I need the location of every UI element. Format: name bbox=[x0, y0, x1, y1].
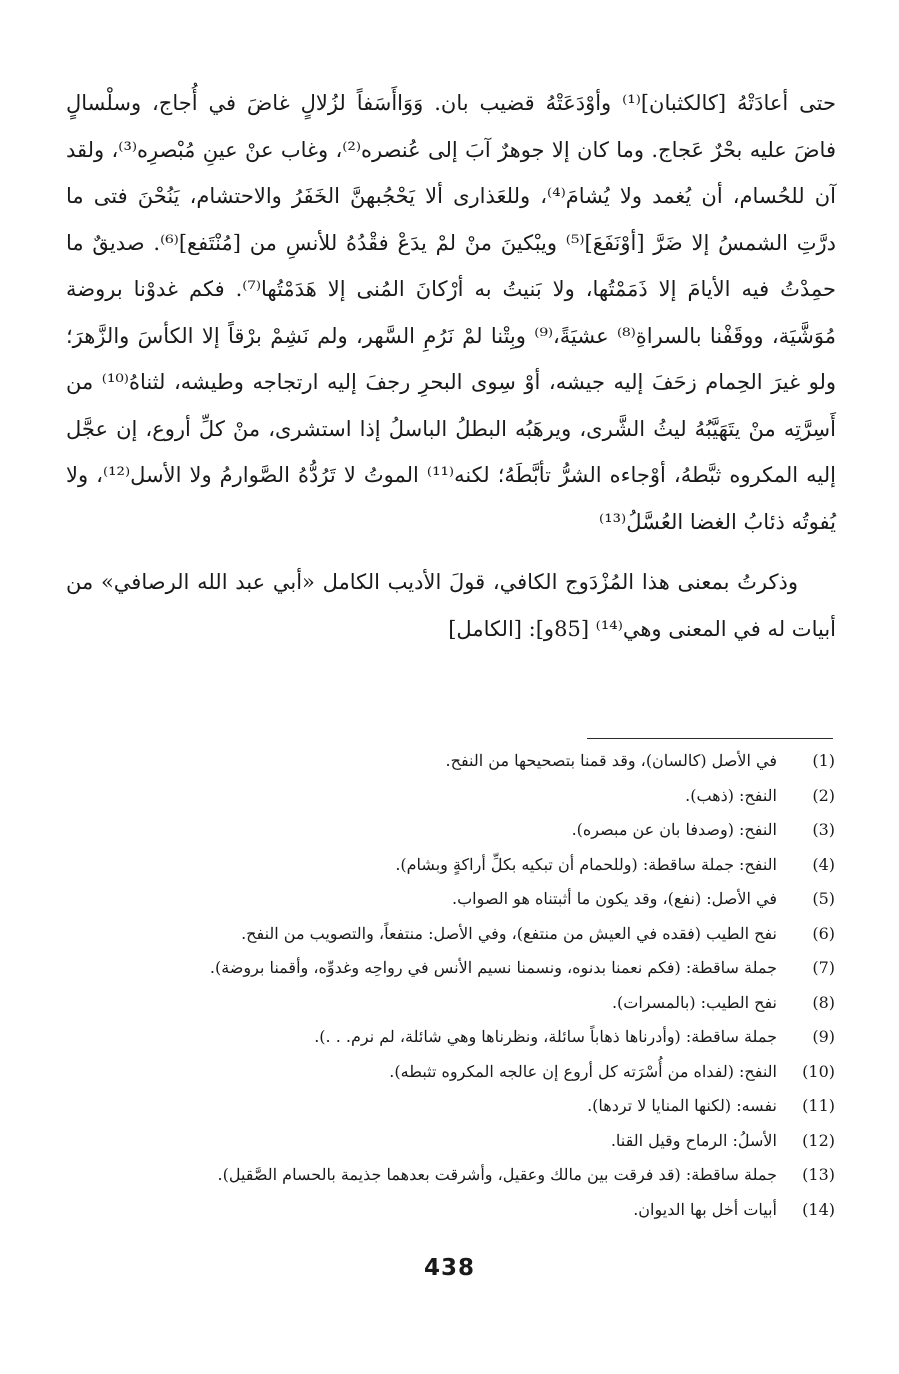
footnote-text: جملة ساقطة: (فكم نعمنا بدنوه، ونسمنا نسيم الأنس في رواحِه وغدوِّه، وأقمنا بروضة). bbox=[209, 958, 777, 977]
footnote-text: أبيات أخل بها الديوان. bbox=[633, 1199, 777, 1219]
footnote-text: النفح: (ذهب). bbox=[685, 785, 777, 805]
footnote bbox=[100, 917, 835, 952]
paragraph: وذكرتُ بمعنى هذا المُزْدَوج الكافي، قولَ الأديب الكامل «أبي عبد الله الرصافي» من أبيات له في المعنى وهي⁽¹⁴⁾ [85و]: [الكامل] bbox=[66, 570, 836, 641]
footnote bbox=[100, 848, 835, 883]
footnote-number: (2) bbox=[812, 785, 835, 805]
footnote-number: (10) bbox=[802, 1061, 835, 1081]
footnote-number: (14) bbox=[802, 1199, 835, 1219]
footnote bbox=[100, 1055, 835, 1090]
footnote-number: (9) bbox=[812, 1027, 835, 1046]
main-text bbox=[66, 80, 836, 652]
footnote-text: نفح الطيب: (بالمسرات). bbox=[611, 992, 777, 1012]
footnote bbox=[100, 986, 835, 1021]
footnotes-list bbox=[100, 744, 835, 1227]
footnote-text: النفح: (لفداه من أُسْرَته كل أروع إن عالجه المكروه تثبطه). bbox=[389, 1061, 777, 1081]
footnote-number: (7) bbox=[812, 958, 835, 977]
footnote-text: نفح الطيب (فقده في العيش من منتفع)، وفي الأصل: منتفعاً، والتصويب من النفح. bbox=[241, 923, 777, 943]
footnote bbox=[100, 951, 835, 986]
footnote-text: جملة ساقطة: (قد فرقت بين مالك وعقيل، وأشرقت بعدهما جذيمة بالحسام الصَّقيل). bbox=[217, 1165, 777, 1184]
footnote bbox=[100, 1089, 835, 1124]
footnote-text: نفسه: (لكنها المنايا لا تردها). bbox=[587, 1096, 777, 1115]
footnote-number: (13) bbox=[802, 1165, 835, 1184]
footnote bbox=[100, 813, 835, 848]
footnote bbox=[100, 1020, 835, 1055]
footnote bbox=[100, 779, 835, 814]
footnote-number: (12) bbox=[802, 1130, 835, 1150]
footnote-text: النفح: جملة ساقطة: (وللحمام أن تبكيه بكلِّ أراكةٍ وبشام). bbox=[395, 854, 777, 874]
footnote-number: (8) bbox=[812, 992, 835, 1012]
paragraph: حتى أعادَتْهُ [كالكثبان]⁽¹⁾ وأوْدَعَتْهُ قضيب بان. وَوَاأَسَفاً لزُلالٍ غاضَ في أُجاج، وسلْسالٍ فاضَ عليه بحْرٌ عَجاج. وما كان إلا جوهرٌ آبَ إلى عُنصره⁽²⁾، وغاب عنْ عينِ مُبْصرِه⁽³⁾، ولقد آن للحُسام، أن يُغمد ولا يُشامَ⁽⁴⁾، وللعَذارى ألا يَحْجُبهنَّ الخَفَرُ والاحتشام، يَنُحْنَ فتى ما درَّتِ الشمسُ إلا ضَرَّ [أوْنَفَعَ]⁽⁵⁾ ويبْكينَ منْ لمْ يدَعْ فقْدُهُ للأنسِ من [مُنْتَفع]⁽⁶⁾. صديقٌ ما حمِدْتُ فيه الأيامَ إلا ذَمَمْتُها، ولا بَنيتُ به أرْكانَ المُنى إلا هَدَمْتُها⁽⁷⁾. فكم غدوْنا بروضة مُوَشَّيَة، ووقَفْنا بالسراةِ⁽⁸⁾ عشيَةً،⁽⁹⁾ وبِتْنا لمْ نَرُمِ السَّهر، ولم نَشِمْ برْقاً إلا الكأسَ والزَّهرَ؛ ولو غيرَ الحِمام زحَفَ إليه جيشه، أوْ سِوى البحرِ رجفَ إليه ارتجاجه وطيشه، لثناهُ⁽¹⁰⁾ من أَسِرَّتِه منْ يتَهَيَّبُهُ ليثُ الشَّرى، ويرهَبُه البطلُ الباسلُ إذا استشرى، منْ كلِّ أروع، إن عجَّل إليه المكروه ثبَّطهُ، أوْجاءه الشرُّ تأبَّطَهُ؛ لكنه⁽¹¹⁾ الموتُ لا تَرُدُّهُ الصَّوارمُ ولا الأسل⁽¹²⁾، ولا يُفوتُه ذئابُ الغضا العُسَّلُ⁽¹³⁾ bbox=[66, 91, 836, 534]
footnote bbox=[100, 1124, 835, 1159]
footnote-text: في الأصل: (نفع)، وقد يكون ما أثبتناه هو الصواب. bbox=[452, 889, 777, 908]
footnote-number: (5) bbox=[812, 889, 835, 908]
footnote bbox=[100, 882, 835, 917]
footnote bbox=[100, 1158, 835, 1193]
footnote-divider bbox=[587, 738, 833, 739]
footnote-text: جملة ساقطة: (وأدرناها ذهاباً سائلة، ونظرناها وهي شائلة، لم نرم. . .). bbox=[314, 1027, 777, 1046]
footnote-number: (11) bbox=[802, 1096, 835, 1115]
footnote-text: النفح: (وصدفا بان عن مبصره). bbox=[571, 820, 777, 839]
footnote bbox=[100, 1193, 835, 1228]
footnote-text: الأسلُ: الرماح وقيل القنا. bbox=[610, 1130, 777, 1150]
footnote-number: (1) bbox=[812, 751, 835, 770]
footnote-text: في الأصل (كالسان)، وقد قمنا بتصحيحها من النفح. bbox=[445, 751, 777, 770]
page-number: 438 bbox=[423, 1255, 475, 1281]
footnote-number: (3) bbox=[812, 820, 835, 839]
footnote bbox=[100, 744, 835, 779]
footnote-number: (6) bbox=[812, 923, 835, 943]
footnote-number: (4) bbox=[812, 854, 835, 874]
